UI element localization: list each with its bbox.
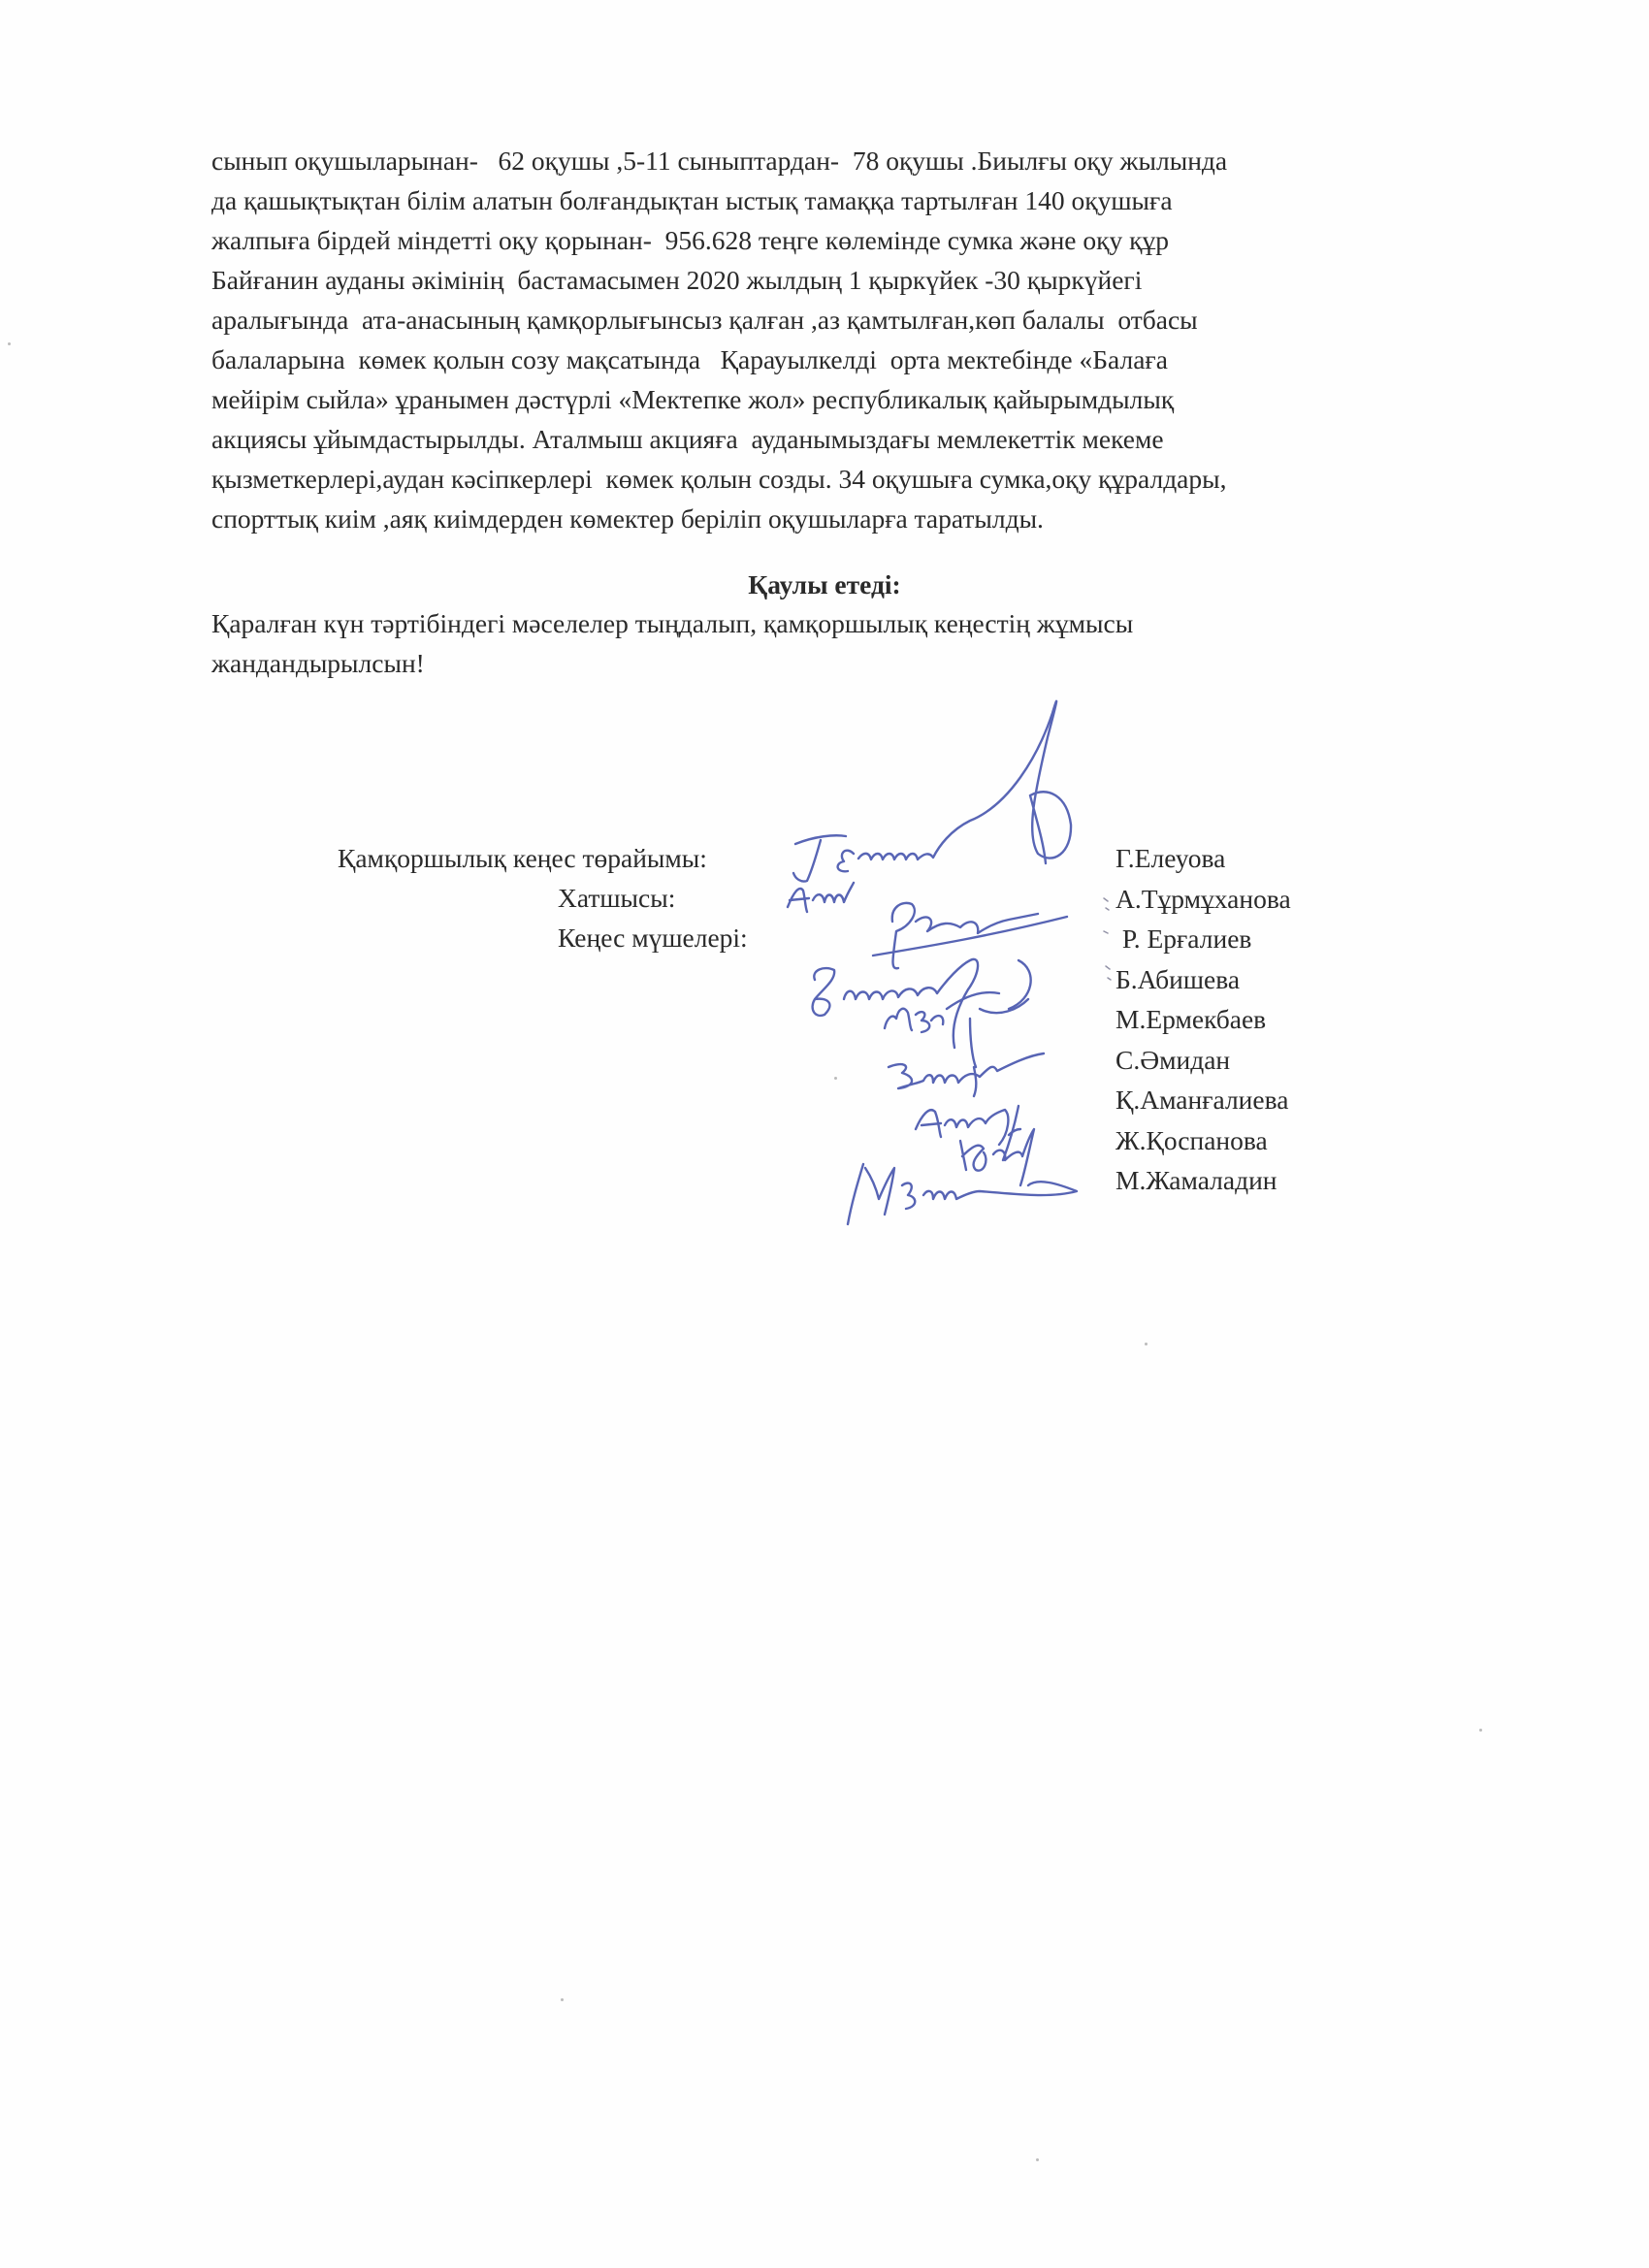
resolution-paragraph (211, 603, 1463, 683)
body-line: балаларына көмек қолын созу мақсатында Қарауылкелді орта мектебінде «Балаға (211, 344, 1168, 374)
scan-speck (1036, 2158, 1039, 2161)
members-label: Кеңес мүшелері: (558, 923, 748, 953)
signatory-name: С.Әмидан (1116, 1044, 1231, 1075)
signatory-name: М.Жамаладин (1116, 1165, 1277, 1195)
signature-secretary (788, 883, 854, 912)
signatory-name: М.Ермекбаев (1116, 1004, 1267, 1034)
signatory-name: Р. Ерғалиев (1116, 923, 1252, 954)
signature-ergaliev (873, 903, 1067, 968)
body-line: Байғанин ауданы әкімінің бастамасымен 2020 жылдың 1 қыркүйек -30 қыркүйегі (211, 265, 1143, 295)
signatory-name: Б.Абишева (1116, 963, 1241, 994)
scan-speck (561, 1998, 564, 2001)
signatory-names (1116, 838, 1291, 1201)
signature-amidan (889, 1053, 1044, 1096)
signature-amangalieva (916, 1106, 1018, 1160)
body-line: спорттық киім ,аяқ киімдерден көмектер беріліп оқушыларға таратылды. (211, 503, 1044, 534)
body-paragraph (211, 141, 1463, 538)
body-line: жалпыға бірдей міндетті оқу қорынан- 956.628 теңге көлемінде сумка және оқу құр (211, 225, 1169, 255)
signatory-name: Қ.Аманғалиева (1116, 1085, 1289, 1115)
scan-speck (8, 342, 11, 345)
signatory-name: А.Тұрмұханова (1116, 883, 1291, 914)
body-line: акциясы ұйымдастырылды. Аталмыш акцияға ауданымыздағы мемлекеттік мекеме (211, 424, 1164, 454)
stray-mark (1104, 898, 1111, 980)
scan-speck (834, 1077, 837, 1080)
body-line: аралығында ата-анасының қамқорлығынсыз қалған ,аз қамтылған,көп балалы отбасы (211, 305, 1198, 335)
body-line: мейірім сыйла» ұранымен дәстүрлі «Мектепке жол» республикалық қайырымдылық (211, 384, 1175, 414)
signature-chair (793, 701, 1071, 882)
signature-kospanova (960, 1129, 1034, 1185)
scan-speck (1145, 1343, 1148, 1345)
body-line: қызметкерлері,аудан кәсіпкерлері көмек қолын созды. 34 оқушыға сумка,оқу құралдары, (211, 464, 1227, 494)
resolution-line: жандандырылсын! (211, 648, 425, 678)
resolution-line: Қаралған күн тәртібіндегі мәселелер тыңдалып, қамқоршылық кеңестің жұмысы (211, 608, 1134, 638)
scan-speck (1479, 1729, 1482, 1732)
signatory-name: Г.Елеуова (1116, 843, 1226, 873)
signatory-name: Ж.Қоспанова (1116, 1124, 1268, 1155)
body-line: да қашықтықтан білім алатын болғандықтан ыстық тамаққа тартылған 140 оқушыға (211, 185, 1173, 215)
body-line: сынып оқушыларынан- 62 оқушы ,5-11 сыныптардан- 78 оқушы .Биылғы оқу жылында (211, 146, 1228, 176)
secretary-label: Хатшысы: (558, 883, 676, 913)
resolution-heading: Қаулы етеді: (748, 569, 901, 599)
signature-abisheva (813, 959, 1031, 1048)
chair-label: Қамқоршылық кеңес төрайымы: (338, 843, 707, 873)
signature-ermekbaev (885, 992, 1028, 1067)
signature-jamaladin (848, 1164, 1077, 1224)
